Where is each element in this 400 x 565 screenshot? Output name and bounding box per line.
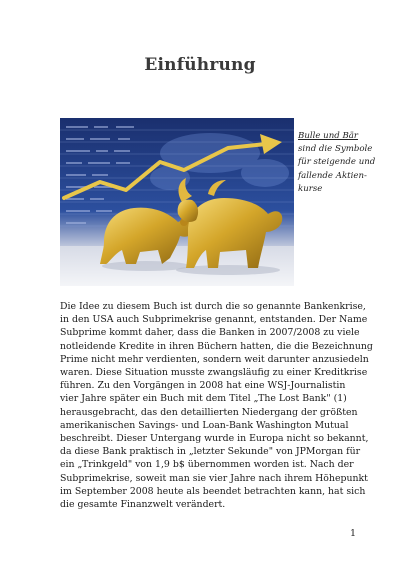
figure-caption — [298, 130, 380, 196]
paragraph-line: vier Jahre später ein Buch mit dem Titel „The Lost Bank" (1) — [60, 393, 347, 405]
paragraph-line: Subprimekrise, soweit man sie vier Jahre nach ihrem Höhepunkt — [60, 472, 368, 484]
paragraph-line: amerikanischen Savings- und Loan-Bank Washington Mutual — [60, 419, 349, 431]
bull-bear-illustration — [60, 118, 294, 286]
paragraph-line: herausgebracht, das den detaillierten Niedergang der größten — [60, 406, 358, 418]
page-number: 1 — [349, 528, 356, 539]
paragraph-line: waren. Diese Situation musste zwangsläufig zu einer Kreditkrise — [60, 367, 368, 379]
paragraph-line: in den USA auch Subprimekrise genannt, entstanden. Der Name — [60, 314, 368, 326]
paragraph-line: führen. Zu den Vorgängen in 2008 hat eine WSJ-Journalistin — [60, 380, 346, 392]
paragraph-line: Die Idee zu diesem Buch ist durch die so genannte Bankenkrise, — [60, 301, 366, 312]
caption-line: sind die Symbole — [298, 144, 373, 155]
illustration-svg — [60, 118, 294, 286]
paragraph-line: Subprime kommt daher, dass die Banken in 2007/2008 zu viele — [60, 327, 360, 339]
paragraph-line: die gesamte Finanzwelt verändert. — [60, 499, 226, 511]
paragraph-line: notleidende Kredite in ihren Büchern hatten, die die Bezeichnung — [60, 340, 373, 352]
caption-line: fallende Aktien- — [298, 170, 367, 181]
caption-lead: Bulle und Bär — [298, 131, 359, 141]
paragraph-line: Prime nicht mehr verdienten, sondern weit darunter anzusiedeln — [60, 353, 369, 365]
caption-line: für steigende und — [298, 157, 376, 168]
page-title: Einführung — [144, 55, 256, 75]
paragraph-line: ein „Trinkgeld" von 1,9 b$ übernommen worden ist. Nach der — [60, 459, 354, 471]
intro-paragraph — [60, 300, 373, 511]
caption-line: kurse — [298, 183, 323, 194]
paragraph-line: da diese Bank praktisch in „letzter Sekunde" von JPMorgan für — [60, 446, 361, 458]
paragraph-line: im September 2008 heute als beendet betrachten kann, hat sich — [60, 485, 366, 497]
paragraph-line: beschreibt. Dieser Untergang wurde in Europa nicht so bekannt, — [60, 433, 369, 445]
